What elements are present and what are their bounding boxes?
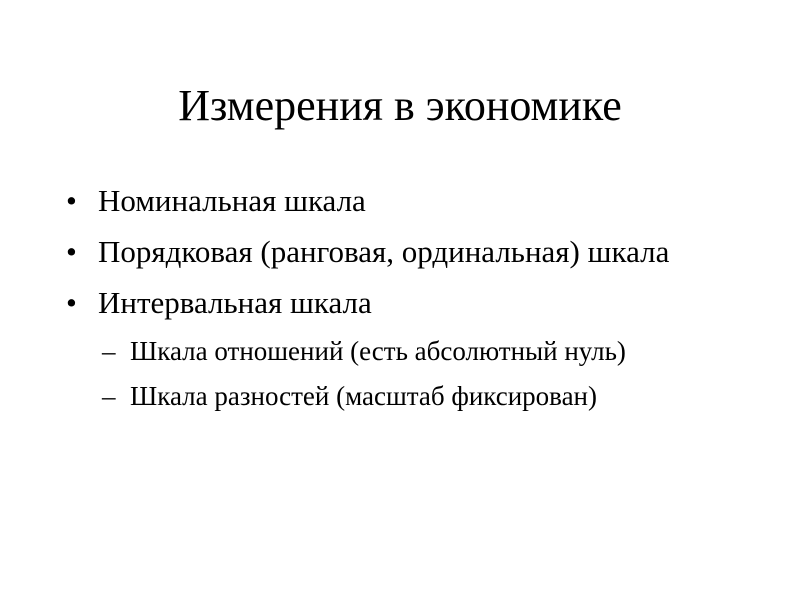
sub-bullet-text: Шкала разностей (масштаб фиксирован) <box>130 381 598 411</box>
sub-list-container <box>62 333 742 414</box>
bullet-list <box>62 180 742 423</box>
bullet-marker: • <box>66 183 77 218</box>
bullet-text: Интервальная шкала <box>98 285 372 320</box>
sub-bullet-item-ratio <box>62 333 742 369</box>
sub-bullet-marker: – <box>102 336 116 366</box>
bullet-item-nominal <box>62 180 742 222</box>
sub-bullet-marker: – <box>102 381 116 411</box>
sub-bullet-list <box>62 333 742 414</box>
bullet-item-interval <box>62 282 742 324</box>
sub-bullet-item-difference <box>62 378 742 414</box>
bullet-marker: • <box>66 234 77 269</box>
slide-title: Измерения в экономике <box>178 81 622 130</box>
bullet-item-ordinal <box>62 231 742 273</box>
bullet-text: Номинальная шкала <box>98 183 366 218</box>
sub-bullet-text: Шкала отношений (есть абсолютный нуль) <box>130 336 626 366</box>
bullet-marker: • <box>66 285 77 320</box>
bullet-text: Порядковая (ранговая, ординальная) шкала <box>98 234 670 269</box>
